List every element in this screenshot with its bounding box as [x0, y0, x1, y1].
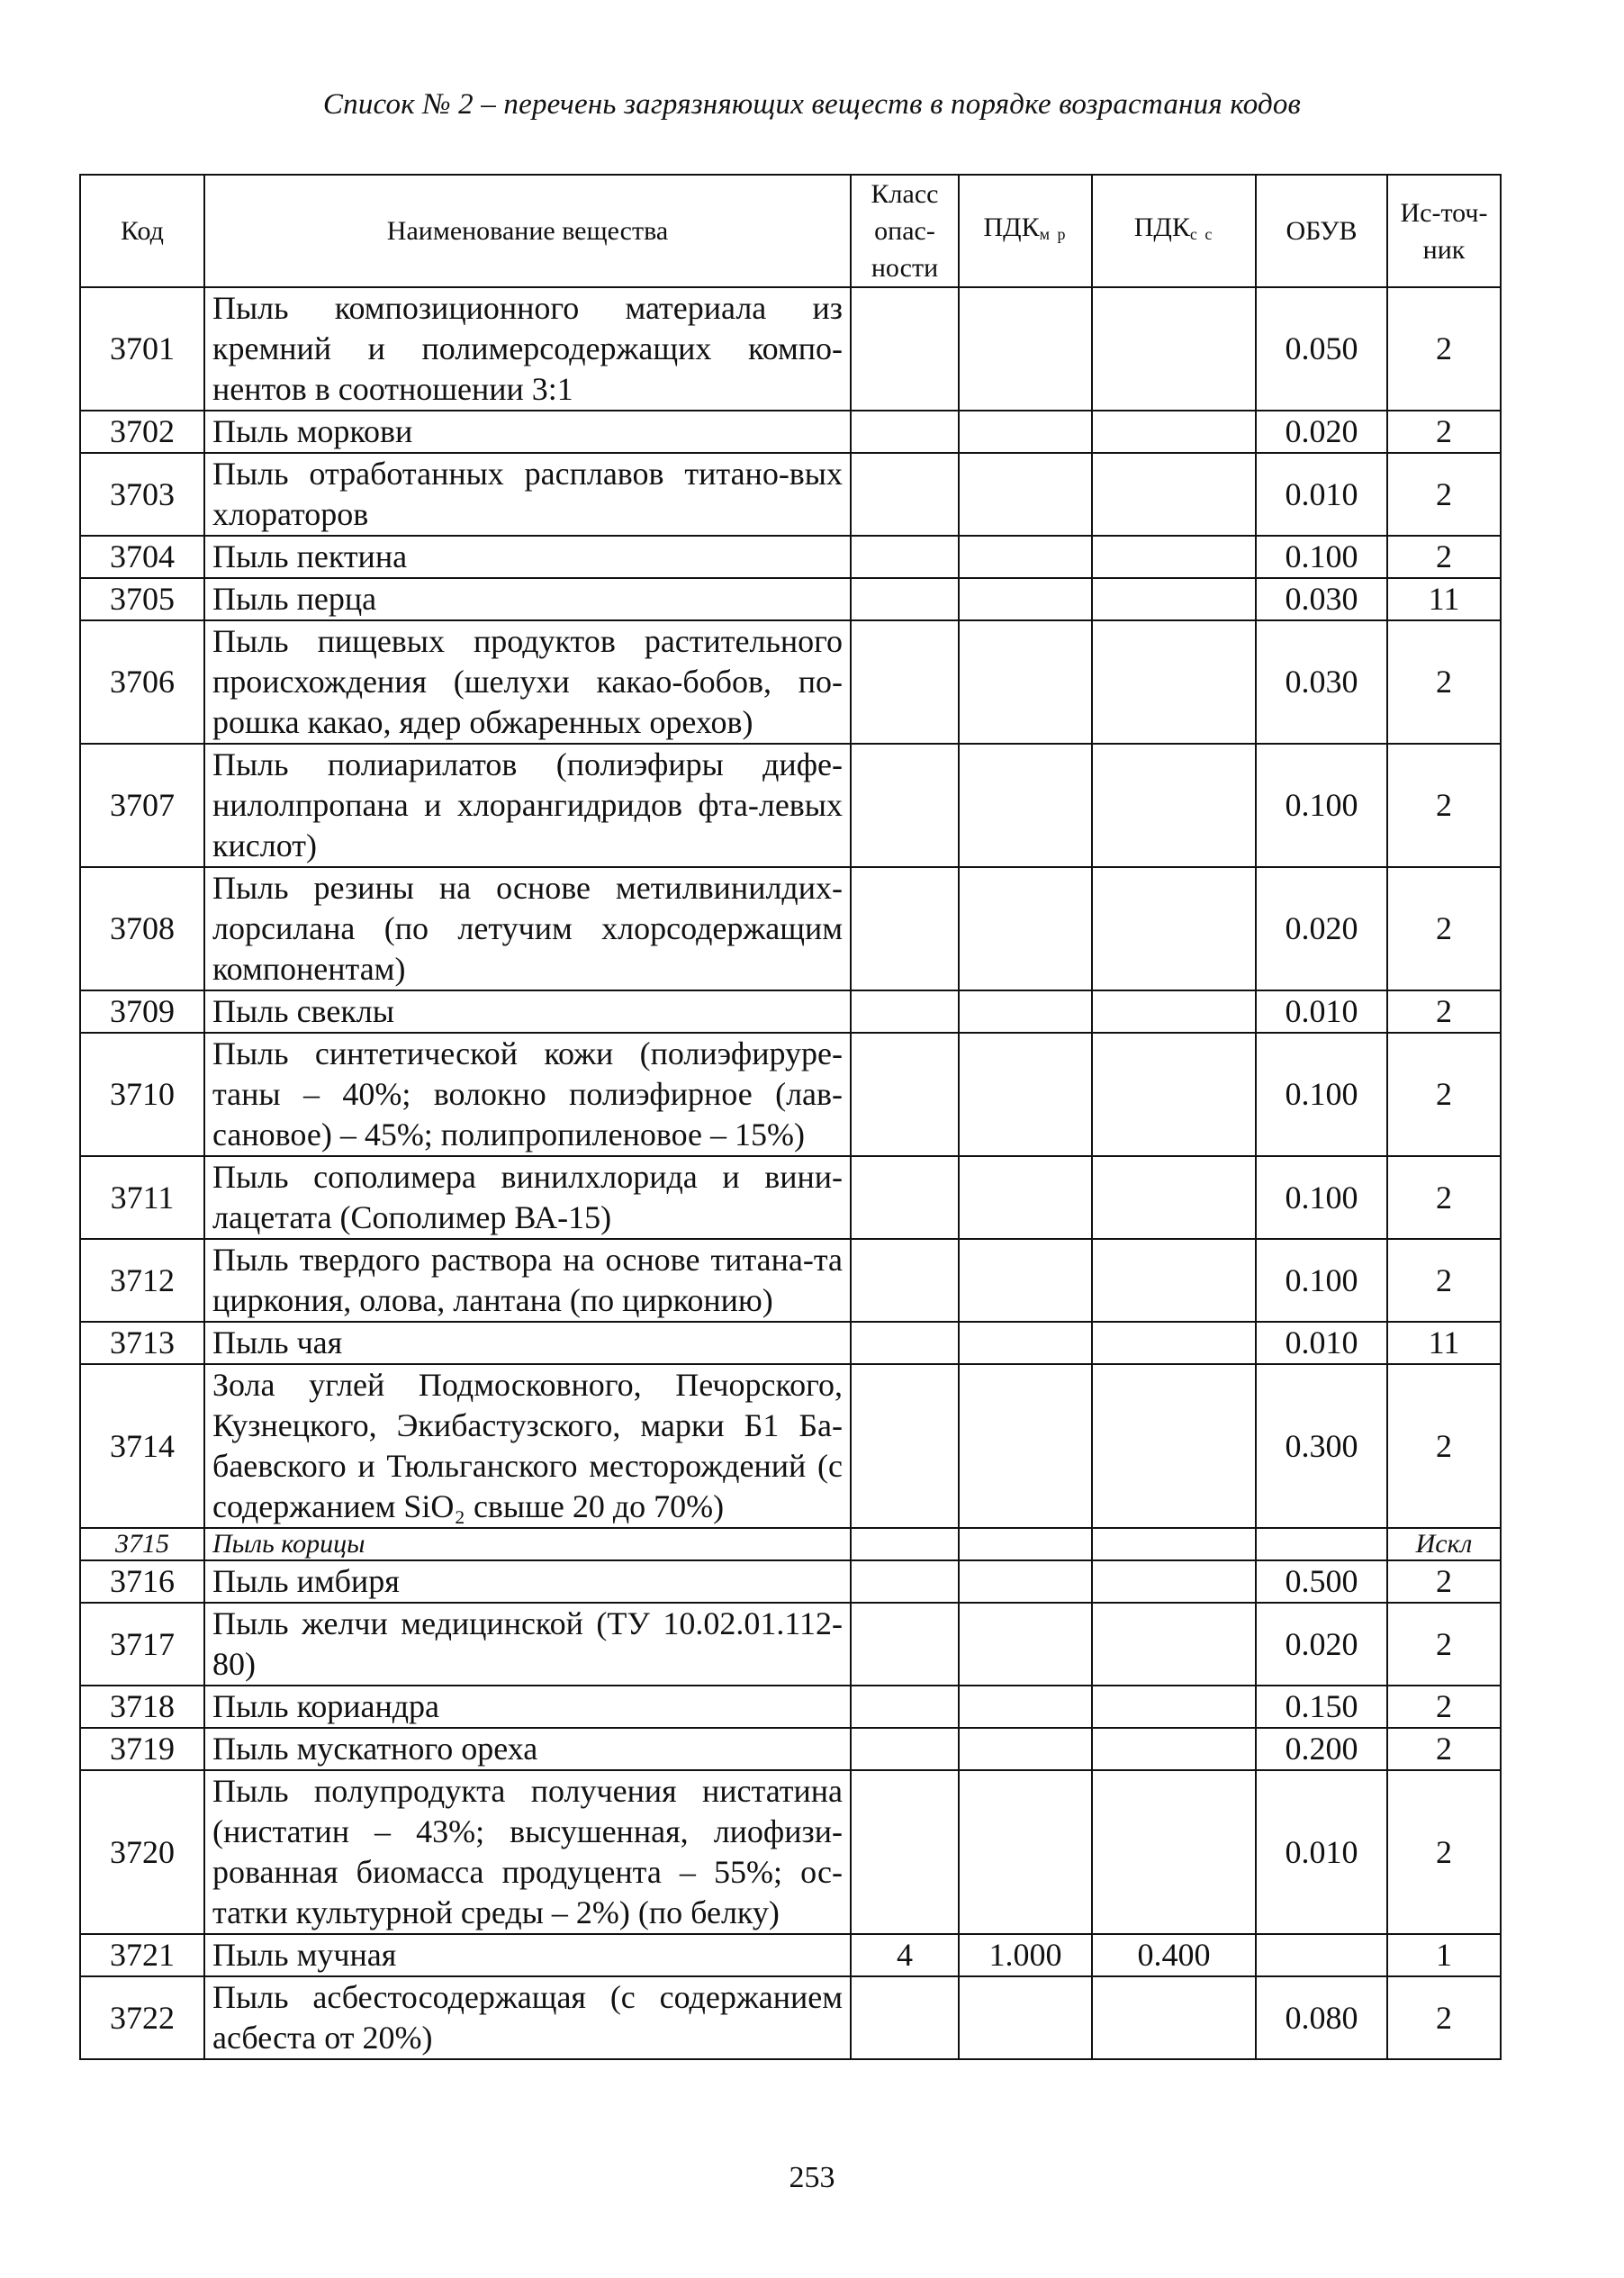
- table-row: [80, 1364, 1501, 1528]
- cell-obuv: 0.500: [1256, 1560, 1387, 1603]
- cell-obuv: 0.030: [1256, 578, 1387, 620]
- cell-hazard-class: [851, 1033, 959, 1156]
- table-row: [80, 1976, 1501, 2059]
- cell-hazard-class: [851, 411, 959, 453]
- cell-hazard-class: [851, 1560, 959, 1603]
- cell-name: Пыль отработанных расплавов титано-вых хлораторов: [204, 453, 851, 536]
- cell-code: 3722: [80, 1976, 204, 2059]
- cell-obuv: 0.020: [1256, 867, 1387, 990]
- cell-hazard-class: [851, 1322, 959, 1364]
- header-source-text: Ис-точ-ник: [1400, 197, 1488, 265]
- cell-obuv: 0.010: [1256, 990, 1387, 1033]
- cell-hazard-class: [851, 578, 959, 620]
- cell-source: Искл: [1387, 1528, 1501, 1560]
- cell-obuv: 0.100: [1256, 1156, 1387, 1239]
- table-row: [80, 620, 1501, 744]
- cell-pdk-ss: 0.400: [1092, 1934, 1256, 1976]
- cell-obuv: [1256, 1934, 1387, 1976]
- cell-obuv: 0.080: [1256, 1976, 1387, 2059]
- cell-name: Пыль свеклы: [204, 990, 851, 1033]
- cell-source: 2: [1387, 453, 1501, 536]
- table-row: [80, 1686, 1501, 1728]
- cell-code: 3718: [80, 1686, 204, 1728]
- header-pdk-mr: [959, 175, 1092, 287]
- table-row: [80, 1728, 1501, 1770]
- cell-code: 3713: [80, 1322, 204, 1364]
- cell-hazard-class: [851, 620, 959, 744]
- cell-name: Пыль пектина: [204, 536, 851, 578]
- cell-hazard-class: [851, 287, 959, 411]
- cell-source: 2: [1387, 1156, 1501, 1239]
- cell-pdk-ss: [1092, 620, 1256, 744]
- cell-hazard-class: [851, 744, 959, 867]
- cell-source: 2: [1387, 1033, 1501, 1156]
- cell-source: 2: [1387, 1728, 1501, 1770]
- table-row: [80, 1934, 1501, 1976]
- cell-name: Пыль сополимера винилхлорида и вини-лацетата (Сополимер ВА-15): [204, 1156, 851, 1239]
- cell-hazard-class: [851, 1603, 959, 1686]
- cell-name: Пыль пищевых продуктов растительного происхождения (шелухи какао-бобов, по-рошка какао, ядер обжаренных орехов): [204, 620, 851, 744]
- cell-name: Пыль перца: [204, 578, 851, 620]
- cell-code: 3708: [80, 867, 204, 990]
- cell-source: 2: [1387, 411, 1501, 453]
- header-name: Наименование вещества: [204, 175, 851, 287]
- cell-pdk-mr: [959, 1728, 1092, 1770]
- cell-source: 2: [1387, 536, 1501, 578]
- cell-code: 3707: [80, 744, 204, 867]
- cell-pdk-mr: 1.000: [959, 1934, 1092, 1976]
- cell-name: Пыль полупродукта получения нистатина (нистатин – 43%; высушенная, лиофизи-рованная биомасса продуцента – 55%; ос-татки культурной среды – 2%) (по белку): [204, 1770, 851, 1934]
- cell-source: 2: [1387, 1560, 1501, 1603]
- cell-obuv: 0.020: [1256, 411, 1387, 453]
- cell-name: Пыль синтетической кожи (полиэфируре-таны – 40%; волокно полиэфирное (лав-сановое) – 45%; полипропиленовое – 15%): [204, 1033, 851, 1156]
- cell-pdk-ss: [1092, 1603, 1256, 1686]
- cell-name: Пыль мускатного ореха: [204, 1728, 851, 1770]
- cell-source: 1: [1387, 1934, 1501, 1976]
- cell-pdk-mr: [959, 1603, 1092, 1686]
- cell-name: Пыль кориандра: [204, 1686, 851, 1728]
- cell-code: 3709: [80, 990, 204, 1033]
- cell-source: 2: [1387, 1770, 1501, 1934]
- cell-obuv: 0.100: [1256, 536, 1387, 578]
- cell-code: 3721: [80, 1934, 204, 1976]
- cell-name: Пыль чая: [204, 1322, 851, 1364]
- header-pdk-ss-sub: с с: [1189, 225, 1214, 243]
- page-title: Список № 2 – перечень загрязняющих веществ в порядке возрастания кодов: [322, 88, 1302, 121]
- cell-code: 3715: [80, 1528, 204, 1560]
- header-pdk-ss: [1092, 175, 1256, 287]
- cell-pdk-mr: [959, 536, 1092, 578]
- cell-code: 3704: [80, 536, 204, 578]
- cell-code: 3710: [80, 1033, 204, 1156]
- cell-source: 2: [1387, 1686, 1501, 1728]
- cell-code: 3720: [80, 1770, 204, 1934]
- cell-name: Пыль моркови: [204, 411, 851, 453]
- table-row: [80, 1239, 1501, 1322]
- table-row: [80, 867, 1501, 990]
- cell-obuv: 0.030: [1256, 620, 1387, 744]
- table-row: [80, 990, 1501, 1033]
- table-row: [80, 411, 1501, 453]
- cell-pdk-ss: [1092, 1770, 1256, 1934]
- cell-code: 3701: [80, 287, 204, 411]
- cell-pdk-ss: [1092, 1156, 1256, 1239]
- table-row: [80, 287, 1501, 411]
- cell-obuv: [1256, 1528, 1387, 1560]
- cell-pdk-mr: [959, 1156, 1092, 1239]
- cell-name: Пыль резины на основе метилвинилдих-лорсилана (по летучим хлорсодержащим компонентам): [204, 867, 851, 990]
- cell-name: Пыль желчи медицинской (ТУ 10.02.01.112-80): [204, 1603, 851, 1686]
- cell-hazard-class: 4: [851, 1934, 959, 1976]
- cell-hazard-class: [851, 1728, 959, 1770]
- cell-pdk-ss: [1092, 744, 1256, 867]
- cell-obuv: 0.010: [1256, 453, 1387, 536]
- table-row: [80, 1770, 1501, 1934]
- cell-obuv: 0.100: [1256, 1239, 1387, 1322]
- cell-pdk-ss: [1092, 287, 1256, 411]
- table-row: [80, 744, 1501, 867]
- cell-hazard-class: [851, 1770, 959, 1934]
- cell-code: 3714: [80, 1364, 204, 1528]
- cell-name: Пыль имбиря: [204, 1560, 851, 1603]
- table-row: [80, 1322, 1501, 1364]
- cell-pdk-ss: [1092, 1239, 1256, 1322]
- cell-pdk-ss: [1092, 578, 1256, 620]
- table-row: [80, 1528, 1501, 1560]
- cell-pdk-mr: [959, 287, 1092, 411]
- cell-code: 3706: [80, 620, 204, 744]
- cell-hazard-class: [851, 1364, 959, 1528]
- cell-pdk-ss: [1092, 1686, 1256, 1728]
- cell-source: 2: [1387, 867, 1501, 990]
- cell-obuv: 0.100: [1256, 1033, 1387, 1156]
- cell-hazard-class: [851, 453, 959, 536]
- cell-hazard-class: [851, 1239, 959, 1322]
- cell-pdk-mr: [959, 990, 1092, 1033]
- table-row: [80, 536, 1501, 578]
- page-number: 253: [789, 2161, 835, 2194]
- table-row: [80, 1033, 1501, 1156]
- cell-obuv: 0.200: [1256, 1728, 1387, 1770]
- cell-source: 2: [1387, 1603, 1501, 1686]
- cell-code: 3719: [80, 1728, 204, 1770]
- substances-table: [79, 174, 1502, 2060]
- cell-code: 3703: [80, 453, 204, 536]
- cell-pdk-ss: [1092, 1364, 1256, 1528]
- header-pdk-mr-sub: м р: [1039, 225, 1068, 243]
- cell-obuv: 0.300: [1256, 1364, 1387, 1528]
- cell-pdk-ss: [1092, 867, 1256, 990]
- cell-pdk-ss: [1092, 453, 1256, 536]
- header-hazard-class-text: Класс опас-ности: [871, 179, 939, 283]
- cell-name: Зола углей Подмосковного, Печорского, Кузнецкого, Экибастузского, марки Б1 Ба-баевского и Тюльганского месторождений (с содержанием SiO₂ свыше 20 до 70%): [204, 1364, 851, 1528]
- cell-pdk-mr: [959, 578, 1092, 620]
- cell-obuv: 0.010: [1256, 1322, 1387, 1364]
- table-header-row: [80, 175, 1501, 287]
- cell-pdk-ss: [1092, 1033, 1256, 1156]
- cell-code: 3711: [80, 1156, 204, 1239]
- cell-code: 3705: [80, 578, 204, 620]
- cell-pdk-ss: [1092, 1560, 1256, 1603]
- table-row: [80, 453, 1501, 536]
- table-row: [80, 1603, 1501, 1686]
- cell-code: 3712: [80, 1239, 204, 1322]
- cell-pdk-ss: [1092, 990, 1256, 1033]
- cell-obuv: 0.020: [1256, 1603, 1387, 1686]
- cell-hazard-class: [851, 536, 959, 578]
- cell-name: Пыль корицы: [204, 1528, 851, 1560]
- cell-code: 3716: [80, 1560, 204, 1603]
- cell-pdk-mr: [959, 1239, 1092, 1322]
- cell-pdk-mr: [959, 1560, 1092, 1603]
- cell-source: 2: [1387, 990, 1501, 1033]
- cell-hazard-class: [851, 1686, 959, 1728]
- table-row: [80, 578, 1501, 620]
- cell-pdk-ss: [1092, 1528, 1256, 1560]
- cell-hazard-class: [851, 1156, 959, 1239]
- cell-pdk-mr: [959, 1364, 1092, 1528]
- cell-obuv: 0.150: [1256, 1686, 1387, 1728]
- cell-hazard-class: [851, 990, 959, 1033]
- cell-name: Пыль полиарилатов (полиэфиры дифе-нилолпропана и хлорангидридов фта-левых кислот): [204, 744, 851, 867]
- cell-pdk-mr: [959, 1033, 1092, 1156]
- cell-name: Пыль твердого раствора на основе титана-та циркония, олова, лантана (по цирконию): [204, 1239, 851, 1322]
- header-pdk-ss-main: ПДК: [1133, 212, 1190, 242]
- cell-name: Пыль асбестосодержащая (с содержанием асбеста от 20%): [204, 1976, 851, 2059]
- header-source: [1387, 175, 1501, 287]
- cell-source: 2: [1387, 287, 1501, 411]
- header-obuv: ОБУВ: [1256, 175, 1387, 287]
- table-row: [80, 1156, 1501, 1239]
- cell-source: 2: [1387, 620, 1501, 744]
- cell-pdk-mr: [959, 1322, 1092, 1364]
- cell-pdk-mr: [959, 1686, 1092, 1728]
- cell-pdk-mr: [959, 1528, 1092, 1560]
- cell-source: 2: [1387, 1239, 1501, 1322]
- table-row: [80, 1560, 1501, 1603]
- cell-pdk-ss: [1092, 1976, 1256, 2059]
- cell-pdk-ss: [1092, 1728, 1256, 1770]
- cell-pdk-ss: [1092, 536, 1256, 578]
- cell-hazard-class: [851, 1976, 959, 2059]
- cell-pdk-mr: [959, 1976, 1092, 2059]
- cell-pdk-mr: [959, 744, 1092, 867]
- table-body: [80, 287, 1501, 2059]
- cell-pdk-mr: [959, 620, 1092, 744]
- cell-pdk-mr: [959, 411, 1092, 453]
- header-code: Код: [80, 175, 204, 287]
- cell-hazard-class: [851, 1528, 959, 1560]
- cell-code: 3717: [80, 1603, 204, 1686]
- cell-source: 11: [1387, 578, 1501, 620]
- header-hazard-class: [851, 175, 959, 287]
- cell-source: 2: [1387, 744, 1501, 867]
- cell-name: Пыль мучная: [204, 1934, 851, 1976]
- cell-obuv: 0.100: [1256, 744, 1387, 867]
- cell-obuv: 0.010: [1256, 1770, 1387, 1934]
- cell-source: 2: [1387, 1976, 1501, 2059]
- cell-name: Пыль композиционного материала из кремний и полимерсодержащих компо-нентов в соотношении 3:1: [204, 287, 851, 411]
- cell-obuv: 0.050: [1256, 287, 1387, 411]
- cell-code: 3702: [80, 411, 204, 453]
- cell-pdk-mr: [959, 453, 1092, 536]
- cell-source: 2: [1387, 1364, 1501, 1528]
- header-pdk-mr-main: ПДК: [983, 212, 1040, 242]
- cell-pdk-mr: [959, 1770, 1092, 1934]
- cell-pdk-mr: [959, 867, 1092, 990]
- cell-pdk-ss: [1092, 411, 1256, 453]
- cell-source: 11: [1387, 1322, 1501, 1364]
- cell-pdk-ss: [1092, 1322, 1256, 1364]
- cell-hazard-class: [851, 867, 959, 990]
